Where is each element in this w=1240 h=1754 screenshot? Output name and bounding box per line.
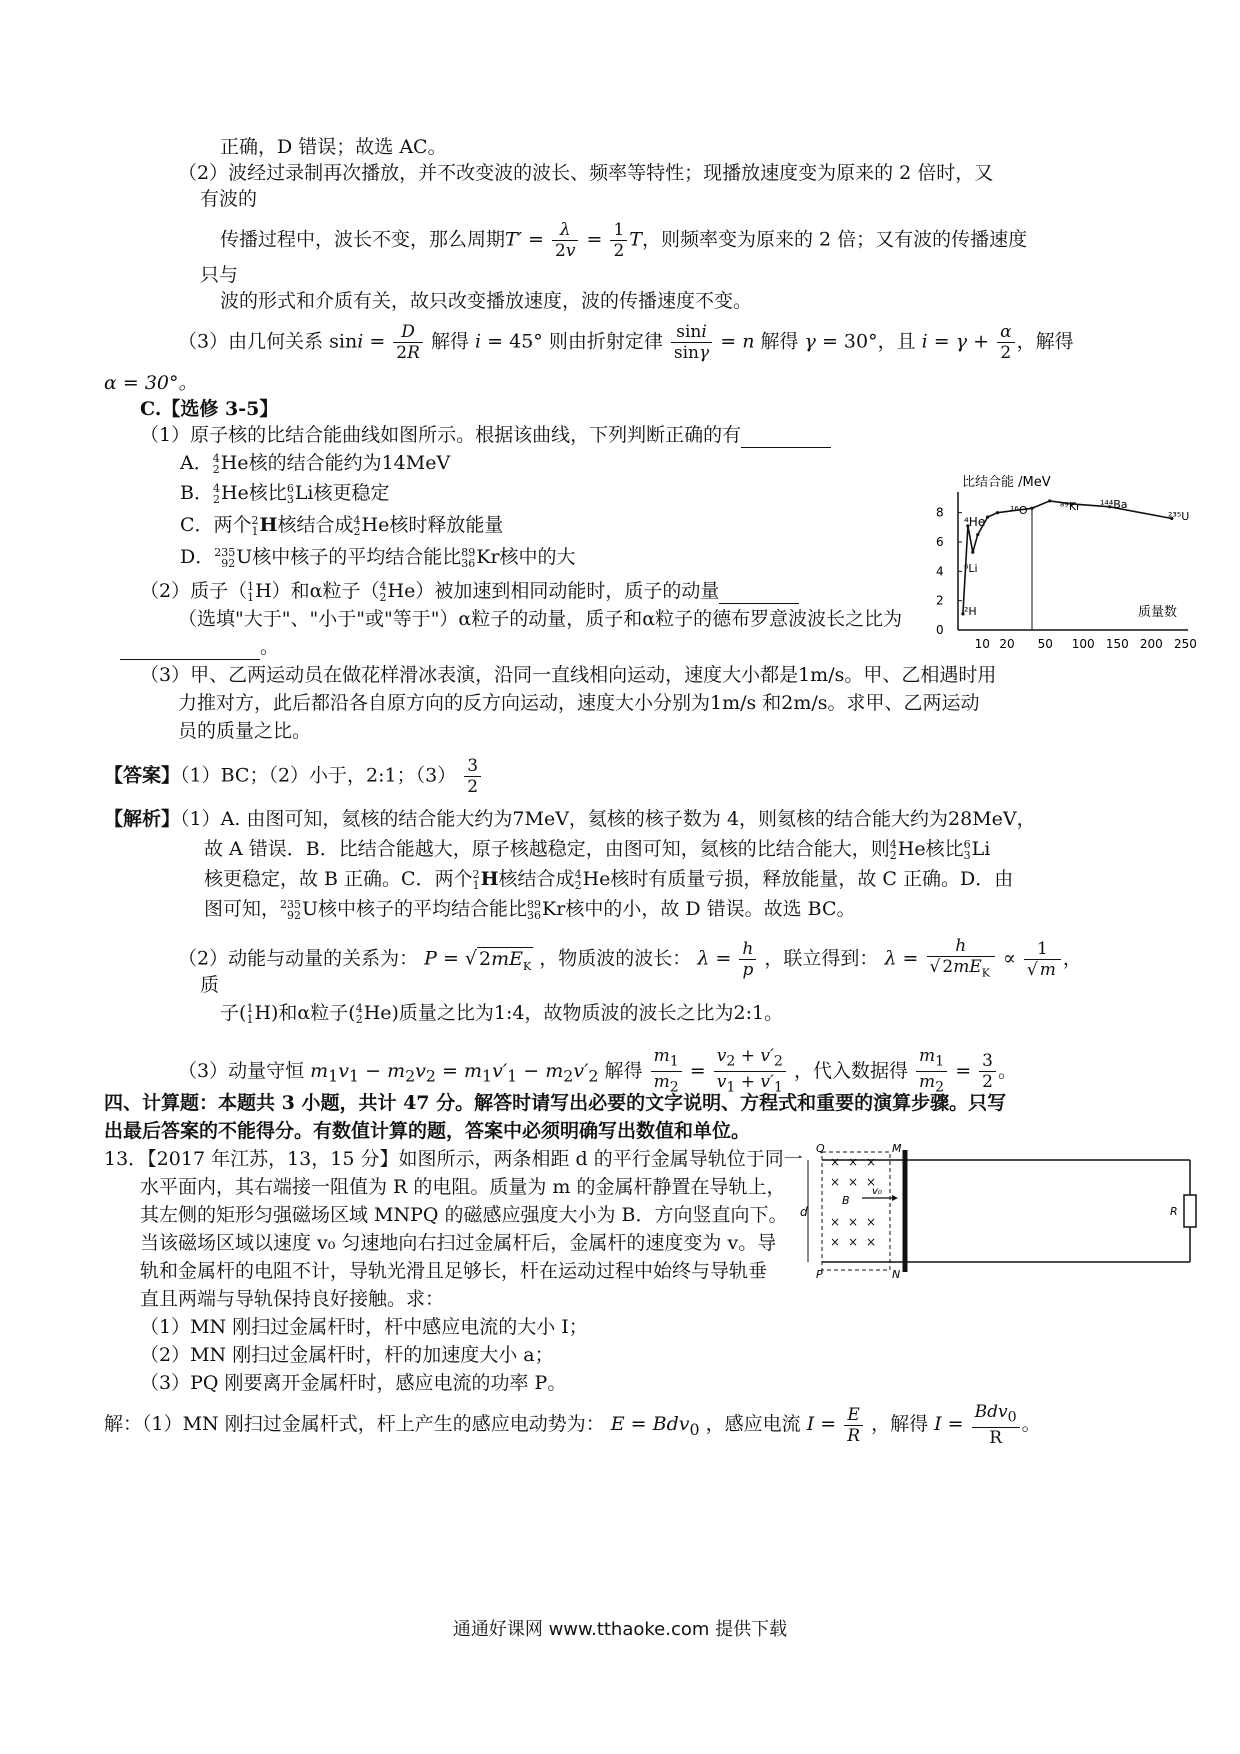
analysis-line-2: 故 A 错误．B．比结合能越大，原子核越稳定，由图可知，氦核的比结合能大，则 4 2 He核比 6 3 Li: [204, 838, 991, 862]
field-cross: ×: [866, 1155, 877, 1169]
y-tick-label: 6: [936, 535, 944, 549]
q13-sub-2: （2）MN 刚扫过金属杆时，杆的加速度大小 a；: [140, 1344, 554, 1366]
label-d: d: [800, 1205, 808, 1219]
section-4-line-1: 四、计算题：本题共 3 小题，共计 47 分。解答时请写出必要的文字说明、方程式和重要的演算步骤。只写: [104, 1092, 1007, 1114]
q13-line-5: 轨和金属杆的电阻不计，导轨光滑且足够长，杆在运动过程中始终与导轨垂: [140, 1260, 768, 1282]
question-2-line-2: （选填"大于"、"小于"或"等于"）α粒子的动量，质子和α粒子的德布罗意波波长之比为: [178, 608, 903, 630]
q13-sub-3: （3）PQ 刚要离开金属杆时，感应电流的功率 P。: [140, 1372, 567, 1394]
field-cross: ×: [830, 1155, 841, 1169]
q13-line-4: 当该磁场区域以速度 v₀ 匀速地向右扫过金属杆后，金属杆的速度变为 v。导: [140, 1232, 777, 1254]
analysis-line-7: 子( 1 1 H)和α粒子( 4 2 He)质量之比为1:4，故物质波的波长之比为2:1。: [220, 1002, 784, 1026]
x-tick-label: 20: [999, 637, 1015, 651]
page-footer: 通通好课网 www.tthaoke.com 提供下载: [452, 1619, 788, 1640]
binding-energy-chart: [920, 470, 1200, 660]
y-tick-label: 2: [936, 593, 944, 608]
wave-line-6: 波的形式和介质有关，故只改变播放速度，波的传播速度不变。: [220, 290, 753, 312]
x-tick-label: 100: [1071, 637, 1095, 651]
q13-line-2: 水平面内，其右端接一阻值为 R 的电阻。质量为 m 的金属杆静置在导轨上，: [140, 1176, 786, 1198]
rail-diagram: [800, 1140, 1200, 1280]
analysis-line-3: 核更稳定，故 B 正确。C．两个 2 1 H核结合成 4 2 He核时有质量亏损，释放能量，故 C 正确。D．由: [204, 868, 1014, 892]
field-cross: ×: [830, 1175, 841, 1189]
analysis-line-6: 质: [200, 974, 220, 996]
resistor: [1184, 1195, 1196, 1227]
question-3-line-2: 力推对方，此后都沿各自原方向的反方向运动，速度大小分别为1m/s 和2m/s。求甲、乙两运动: [178, 692, 980, 714]
label-r: R: [1170, 1205, 1178, 1218]
question-3-line-1: （3）甲、乙两运动员在做花样滑冰表演，沿同一直线相向运动，速度大小都是1m/s。甲、乙相遇时用: [140, 664, 997, 686]
section-c-title: C.【选修 3-5】: [140, 398, 279, 420]
option-a: A． 4 2 He核的结合能约为14MeV: [180, 452, 451, 476]
field-cross: ×: [848, 1175, 859, 1189]
question-3-line-3: 员的质量之比。: [178, 720, 312, 742]
field-region: [822, 1152, 890, 1270]
option-d: D． 235 92 U核中核子的平均结合能比 89 36 Kr核中的大: [180, 546, 576, 570]
field-cross: ×: [866, 1235, 877, 1249]
label-o: ¹⁶O: [1010, 504, 1028, 517]
field-cross: ×: [848, 1235, 859, 1249]
analysis-line-8: （3）动量守恒 $m_1v_1 - m_2v_2 = m_1v'_1 - m_2v'_2$ 解得 $\frac{m_1}{m_2}$ = $\frac{v_2 + v'_2}{v_1 + v'_1}$ ，代入数据得 $\frac{m_1}{m_2}$ = $\frac{3}{2}$ 。: [178, 1046, 1017, 1096]
x-tick-label: 50: [1037, 637, 1053, 651]
field-cross: ×: [866, 1175, 877, 1189]
chart-ylabel: 比结合能 /MeV: [962, 475, 1051, 490]
option-c: C．两个 2 1 H核结合成 4 2 He核时释放能量: [180, 514, 504, 538]
question-2-line-1: （2）质子（ 1 1 H）和α粒子（ 4 2 He）被加速到相同动能时，质子的动量: [140, 578, 799, 604]
x-tick-label: 200: [1139, 637, 1163, 651]
field-cross: ×: [866, 1215, 877, 1229]
q13-line-3: 其左侧的矩形匀强磁场区域 MNPQ 的磁感应强度大小为 B．方向竖直向下。: [140, 1204, 788, 1226]
wave-line-1: 正确，D 错误；故选 AC。: [220, 136, 447, 158]
data-point: [1048, 499, 1051, 502]
label-ba: ¹⁴⁴Ba: [1100, 498, 1128, 511]
q13-line-6: 直且两端与导轨保持良好接触。求：: [140, 1288, 445, 1310]
field-cross: ×: [830, 1235, 841, 1249]
chart-xlabel: 质量数: [1138, 605, 1178, 620]
label-q: Q: [816, 1142, 825, 1155]
x-tick-label: 150: [1105, 637, 1129, 651]
analysis-line-4: 图可知， 235 92 U核中核子的平均结合能比 89 36 Kr核中的小，故 D 错误。故选 BC。: [204, 898, 856, 922]
label-li: ⁶Li: [964, 562, 978, 575]
label-u: ²³⁵U: [1168, 510, 1190, 523]
velocity-arrow-head: [892, 1195, 898, 1201]
question-2-line-3: 。: [120, 634, 279, 660]
analysis-line-5: （2）动能与动量的关系为： P = √ $2mE_K$ ，物质波的波长： λ = $\frac{h}{p}$ ，联立得到： λ = $\frac{h}{√ 2mE_K}$ ∝ $\frac{1}{√ m}$ ，: [178, 936, 1082, 981]
binding-energy-curve: [963, 501, 1172, 614]
field-cross: ×: [830, 1215, 841, 1229]
y-tick-label: 0: [936, 623, 944, 637]
option-b: B． 4 2 He核比 6 3 Li核更稳定: [180, 482, 390, 506]
wave-line-2: （2）波经过录制再次播放，并不改变波的波长、频率等特性；现播放速度变为原来的 2 倍时，又: [178, 162, 994, 184]
label-p: P: [816, 1268, 823, 1280]
wave-line-3: 有波的: [200, 188, 258, 210]
q13-line-1: 13．【2017 年江苏，13，15 分】如图所示，两条相距 d 的平行金属导轨位于同一: [104, 1148, 803, 1170]
solution-line: 解：（1）MN 刚扫过金属杆式，杆上产生的感应电动势为： E = Bdv$_0$ ，感应电流 I = $\frac{E}{R}$ ，解得 I = $\frac{Bdv_0}{R}$ 。: [104, 1402, 1041, 1449]
y-tick-label: 8: [936, 505, 944, 520]
question-1: （1）原子核的比结合能曲线如图所示。根据该曲线，下列判断正确的有: [140, 422, 831, 448]
q13-sub-1: （1）MN 刚扫过金属杆时，杆中感应电流的大小 I；: [140, 1316, 588, 1338]
wave-line-4: 传播过程中，波长不变，那么周期T′ = $\frac{\lambda}{2v}$ = $\frac{1}{2}$ T，则频率变为原来的 2 倍；又有波的传播速度: [220, 220, 1028, 261]
data-point: [996, 511, 999, 514]
field-cross: ×: [848, 1215, 859, 1229]
label-kr: ⁸⁹Kr: [1060, 500, 1081, 513]
label-m: M: [892, 1142, 902, 1155]
x-tick-label: 10: [974, 637, 990, 651]
label-v0: v₀: [872, 1186, 882, 1197]
wave-line-7: （3）由几何关系 sini = $\frac{D}{2R}$ 解得 i = 45° 则由折射定律 $\frac{\sin i}{\sin\gamma}$ = n 解得 γ = 30°，且 i = γ + $\frac{\alpha}{2}$ ，解得: [178, 322, 1074, 363]
x-tick-label: 250: [1174, 637, 1197, 651]
label-b: B: [842, 1194, 850, 1207]
answer-line: 【答案】（1）BC；（2）小于，2:1；（3） $\frac{3}{2}$: [104, 756, 483, 797]
field-cross: ×: [848, 1155, 859, 1169]
data-point: [971, 551, 974, 554]
data-point: [986, 515, 989, 518]
wave-line-8: α = 30°。: [104, 372, 198, 394]
label-h2: ²H: [964, 605, 977, 618]
wave-line-5: 只与: [200, 264, 239, 286]
section-4-line-2: 出最后答案的不能得分。有数值计算的题，答案中必须明确写出数值和单位。: [104, 1120, 751, 1142]
label-n: N: [892, 1268, 901, 1280]
data-point: [1030, 507, 1033, 510]
analysis-line-1: 【解析】（1）A. 由图可知，氦核的结合能大约为7MeV，氦核的核子数为 4，则氦核的结合能大约为28MeV，: [104, 808, 1036, 830]
label-he: ⁴He: [964, 515, 986, 529]
y-tick-label: 4: [936, 564, 944, 579]
data-point: [976, 533, 979, 536]
